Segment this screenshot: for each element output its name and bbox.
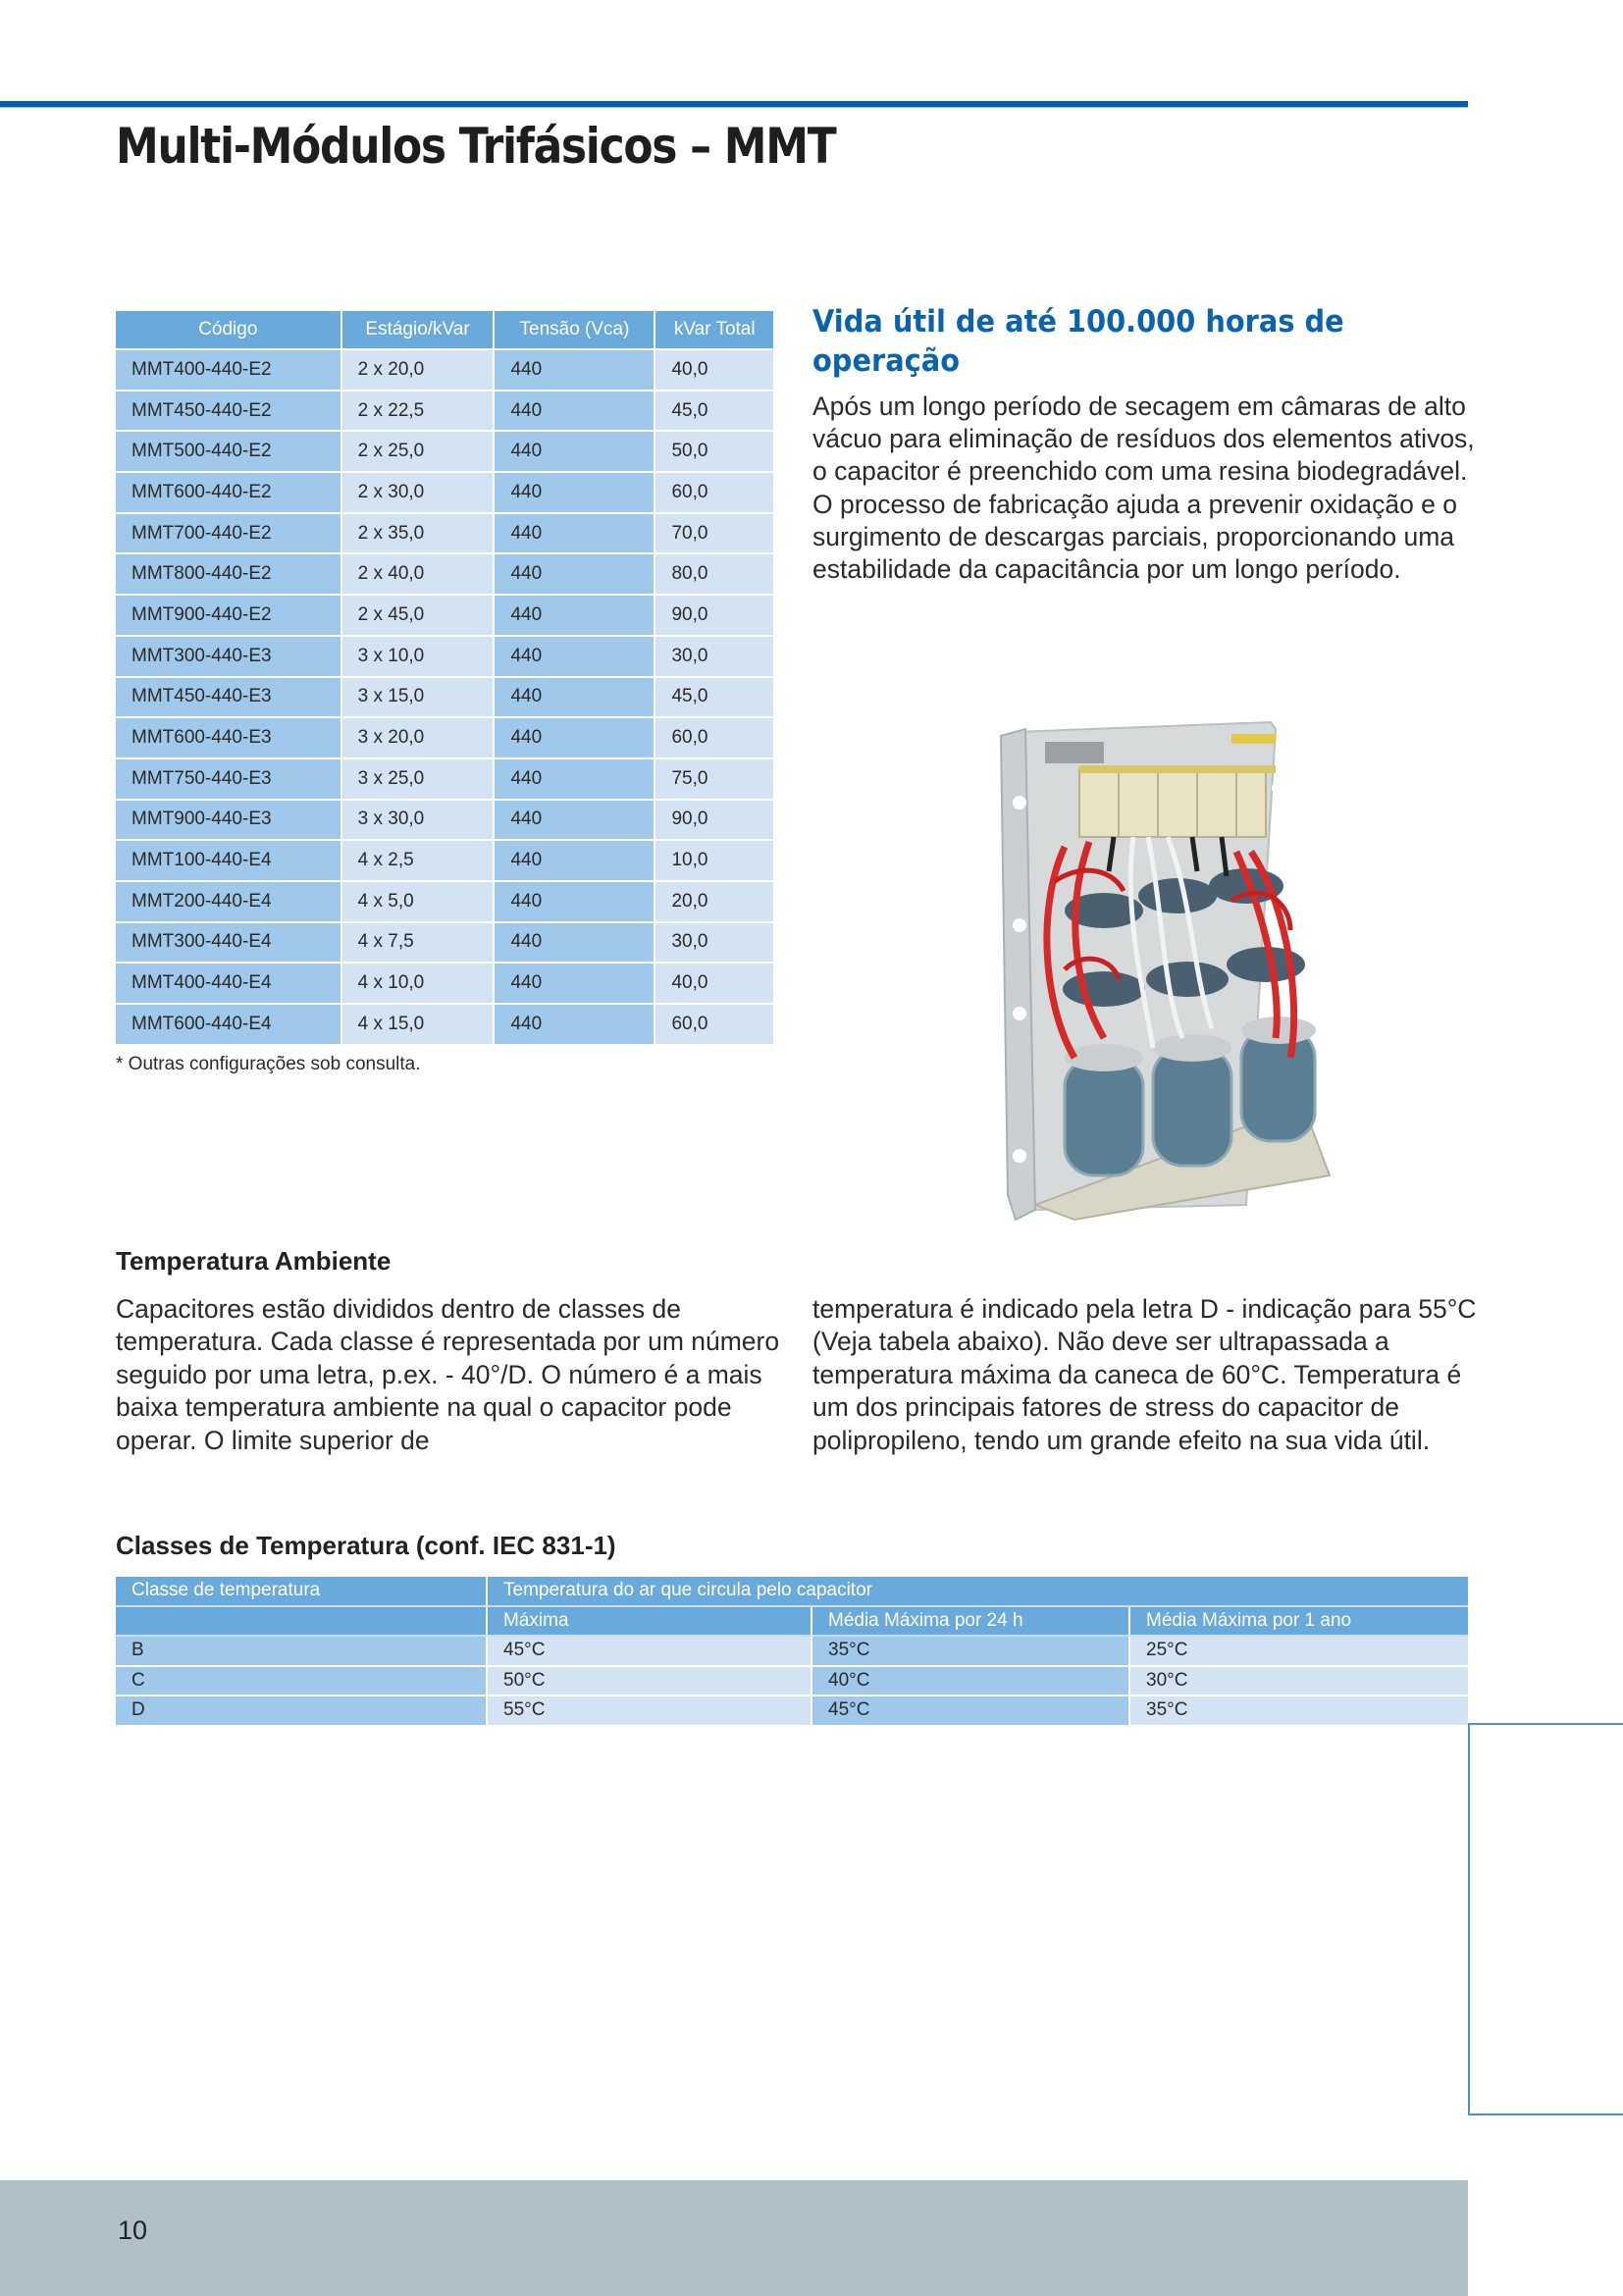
table-row bbox=[116, 1666, 1468, 1696]
cell-kvar-total: 60,0 bbox=[654, 1004, 773, 1044]
column-subheader-maxima: Máxima bbox=[487, 1606, 812, 1637]
cell-codigo: MMT900-440-E3 bbox=[116, 800, 341, 841]
table-row bbox=[116, 513, 773, 554]
temperatura-ambiente-heading: Temperatura Ambiente bbox=[116, 1246, 392, 1276]
cell-estagio: 4 x 5,0 bbox=[341, 881, 495, 922]
cell-maxima: 50°C bbox=[487, 1666, 812, 1696]
table-row bbox=[116, 1004, 773, 1044]
product-table bbox=[116, 311, 773, 1044]
cell-kvar-total: 30,0 bbox=[654, 922, 773, 964]
cell-estagio: 3 x 20,0 bbox=[341, 717, 495, 758]
cell-codigo: MMT750-440-E3 bbox=[116, 758, 341, 800]
table-row bbox=[116, 431, 773, 472]
cell-estagio: 4 x 2,5 bbox=[341, 840, 495, 881]
table-row bbox=[116, 391, 773, 432]
cell-media-24h: 40°C bbox=[812, 1666, 1129, 1696]
column-header-codigo: Código bbox=[116, 311, 341, 349]
column-header-tensao: Tensão (Vca) bbox=[494, 311, 654, 349]
cell-codigo: MMT300-440-E3 bbox=[116, 636, 341, 677]
cell-media-1ano: 25°C bbox=[1129, 1636, 1468, 1666]
column-header-temperatura-ar: Temperatura do ar que circula pelo capacitor bbox=[487, 1577, 1468, 1606]
table-row bbox=[116, 472, 773, 513]
table-header-row bbox=[116, 1577, 1468, 1606]
cell-tensao: 440 bbox=[494, 800, 654, 841]
temperatura-ambiente-text-left: Capacitores estão divididos dentro de classes de temperatura. Cada classe é representada por um número seguido por uma letra, p.ex. - 40°/D. O número é a mais baixa temperatura ambiente na qual o capacitor pode operar. O limite superior de bbox=[116, 1294, 780, 1455]
cell-media-24h: 45°C bbox=[812, 1696, 1129, 1726]
product-table-body bbox=[116, 349, 773, 1044]
cell-kvar-total: 45,0 bbox=[654, 677, 773, 718]
cell-kvar-total: 40,0 bbox=[654, 963, 773, 1004]
table-row bbox=[116, 636, 773, 677]
table-row bbox=[116, 349, 773, 391]
column-header-kvar-total: kVar Total bbox=[654, 311, 773, 349]
cell-codigo: MMT700-440-E2 bbox=[116, 513, 341, 554]
temperatura-ambiente-text-right: temperatura é indicado pela letra D - indicação para 55°C (Veja tabela abaixo). Não deve ser ultrapassada a temperatura máxima da caneca de 60°C. Temperatura é um dos principais fatores de stress do capacitor de polipropileno, tendo um grande efeito na sua vida útil. bbox=[812, 1294, 1477, 1455]
vida-util-body: Após um longo período de secagem em câmaras de alto vácuo para eliminação de resíduos dos elementos ativos, o capacitor é preenchido com uma resina biodegradável. O processo de fabricação ajuda a prevenir oxidação e o surgimento de descargas parciais, proporcionando uma estabilidade da capacitância por um longo período. bbox=[812, 391, 1475, 585]
cell-estagio: 3 x 30,0 bbox=[341, 800, 495, 841]
cell-tensao: 440 bbox=[494, 922, 654, 964]
cell-estagio: 4 x 10,0 bbox=[341, 963, 495, 1004]
cell-tensao: 440 bbox=[494, 881, 654, 922]
table-row bbox=[116, 840, 773, 881]
cell-kvar-total: 90,0 bbox=[654, 595, 773, 636]
cell-kvar-total: 40,0 bbox=[654, 349, 773, 391]
cell-kvar-total: 90,0 bbox=[654, 800, 773, 841]
cell-estagio: 2 x 45,0 bbox=[341, 595, 495, 636]
cell-estagio: 2 x 30,0 bbox=[341, 472, 495, 513]
table-row bbox=[116, 1696, 1468, 1726]
table-row bbox=[116, 717, 773, 758]
cell-estagio: 4 x 15,0 bbox=[341, 1004, 495, 1044]
cell-media-24h: 35°C bbox=[812, 1636, 1129, 1666]
cell-codigo: MMT100-440-E4 bbox=[116, 840, 341, 881]
cell-estagio: 4 x 7,5 bbox=[341, 922, 495, 964]
cell-tensao: 440 bbox=[494, 391, 654, 432]
cell-tensao: 440 bbox=[494, 349, 654, 391]
table-row bbox=[116, 553, 773, 595]
cell-estagio: 2 x 20,0 bbox=[341, 349, 495, 391]
cell-kvar-total: 60,0 bbox=[654, 717, 773, 758]
page-title: Multi-Módulos Trifásicos – MMT bbox=[116, 118, 836, 175]
cell-kvar-total: 45,0 bbox=[654, 391, 773, 432]
cell-codigo: MMT200-440-E4 bbox=[116, 881, 341, 922]
table-row bbox=[116, 677, 773, 718]
vida-util-heading: Vida útil de até 100.000 horas de operação bbox=[812, 304, 1344, 379]
cell-maxima: 55°C bbox=[487, 1696, 812, 1726]
cell-estagio: 3 x 10,0 bbox=[341, 636, 495, 677]
cell-codigo: MMT900-440-E2 bbox=[116, 595, 341, 636]
table-subheader-row bbox=[116, 1606, 1468, 1637]
cell-estagio: 3 x 15,0 bbox=[341, 677, 495, 718]
cell-classe: B bbox=[116, 1636, 487, 1666]
cell-tensao: 440 bbox=[494, 963, 654, 1004]
temperature-classes-heading: Classes de Temperatura (conf. IEC 831-1) bbox=[116, 1531, 616, 1560]
cell-kvar-total: 75,0 bbox=[654, 758, 773, 800]
cell-tensao: 440 bbox=[494, 431, 654, 472]
cell-kvar-total: 50,0 bbox=[654, 431, 773, 472]
cell-estagio: 2 x 40,0 bbox=[341, 553, 495, 595]
cell-estagio: 2 x 35,0 bbox=[341, 513, 495, 554]
cell-codigo: MMT450-440-E2 bbox=[116, 391, 341, 432]
cell-codigo: MMT400-440-E2 bbox=[116, 349, 341, 391]
table-footnote: * Outras configurações sob consulta. bbox=[116, 1054, 421, 1074]
cell-codigo: MMT600-440-E2 bbox=[116, 472, 341, 513]
cell-codigo: MMT300-440-E4 bbox=[116, 922, 341, 964]
top-accent-rule bbox=[0, 101, 1468, 108]
cell-codigo: MMT450-440-E3 bbox=[116, 677, 341, 718]
cell-classe: D bbox=[116, 1696, 487, 1726]
temperature-classes-body bbox=[116, 1636, 1468, 1726]
cell-media-1ano: 35°C bbox=[1129, 1696, 1468, 1726]
temperature-classes-table bbox=[116, 1577, 1468, 1727]
table-row bbox=[116, 1636, 1468, 1666]
table-row bbox=[116, 963, 773, 1004]
column-subheader-media-1ano: Média Máxima por 1 ano bbox=[1129, 1606, 1468, 1637]
table-row bbox=[116, 922, 773, 964]
cell-codigo: MMT400-440-E4 bbox=[116, 963, 341, 1004]
cell-tensao: 440 bbox=[494, 840, 654, 881]
cell-tensao: 440 bbox=[494, 677, 654, 718]
cell-tensao: 440 bbox=[494, 1004, 654, 1044]
cell-codigo: MMT600-440-E3 bbox=[116, 717, 341, 758]
page-number: 10 bbox=[118, 2216, 148, 2245]
cell-media-1ano: 30°C bbox=[1129, 1666, 1468, 1696]
cell-tensao: 440 bbox=[494, 636, 654, 677]
cell-estagio: 2 x 25,0 bbox=[341, 431, 495, 472]
column-subheader-media-24h: Média Máxima por 24 h bbox=[812, 1606, 1129, 1637]
side-tab-frame bbox=[1468, 1723, 1623, 2115]
capacitor-module-photo bbox=[996, 714, 1359, 1229]
cell-tensao: 440 bbox=[494, 595, 654, 636]
table-row bbox=[116, 758, 773, 800]
cell-estagio: 2 x 22,5 bbox=[341, 391, 495, 432]
column-header-estagio: Estágio/kVar bbox=[341, 311, 495, 349]
cell-tensao: 440 bbox=[494, 758, 654, 800]
cell-kvar-total: 20,0 bbox=[654, 881, 773, 922]
cell-kvar-total: 10,0 bbox=[654, 840, 773, 881]
column-subheader-empty bbox=[116, 1606, 487, 1637]
cell-maxima: 45°C bbox=[487, 1636, 812, 1666]
table-header-row bbox=[116, 311, 773, 349]
table-row bbox=[116, 595, 773, 636]
cell-tensao: 440 bbox=[494, 717, 654, 758]
cell-estagio: 3 x 25,0 bbox=[341, 758, 495, 800]
cell-classe: C bbox=[116, 1666, 487, 1696]
page-footer bbox=[0, 2180, 1468, 2296]
cell-codigo: MMT500-440-E2 bbox=[116, 431, 341, 472]
cell-kvar-total: 70,0 bbox=[654, 513, 773, 554]
table-row bbox=[116, 881, 773, 922]
cell-codigo: MMT800-440-E2 bbox=[116, 553, 341, 595]
cell-kvar-total: 60,0 bbox=[654, 472, 773, 513]
cell-kvar-total: 30,0 bbox=[654, 636, 773, 677]
table-row bbox=[116, 800, 773, 841]
cell-tensao: 440 bbox=[494, 472, 654, 513]
cell-tensao: 440 bbox=[494, 513, 654, 554]
cell-kvar-total: 80,0 bbox=[654, 553, 773, 595]
cell-codigo: MMT600-440-E4 bbox=[116, 1004, 341, 1044]
cell-tensao: 440 bbox=[494, 553, 654, 595]
column-header-classe: Classe de temperatura bbox=[116, 1577, 487, 1606]
